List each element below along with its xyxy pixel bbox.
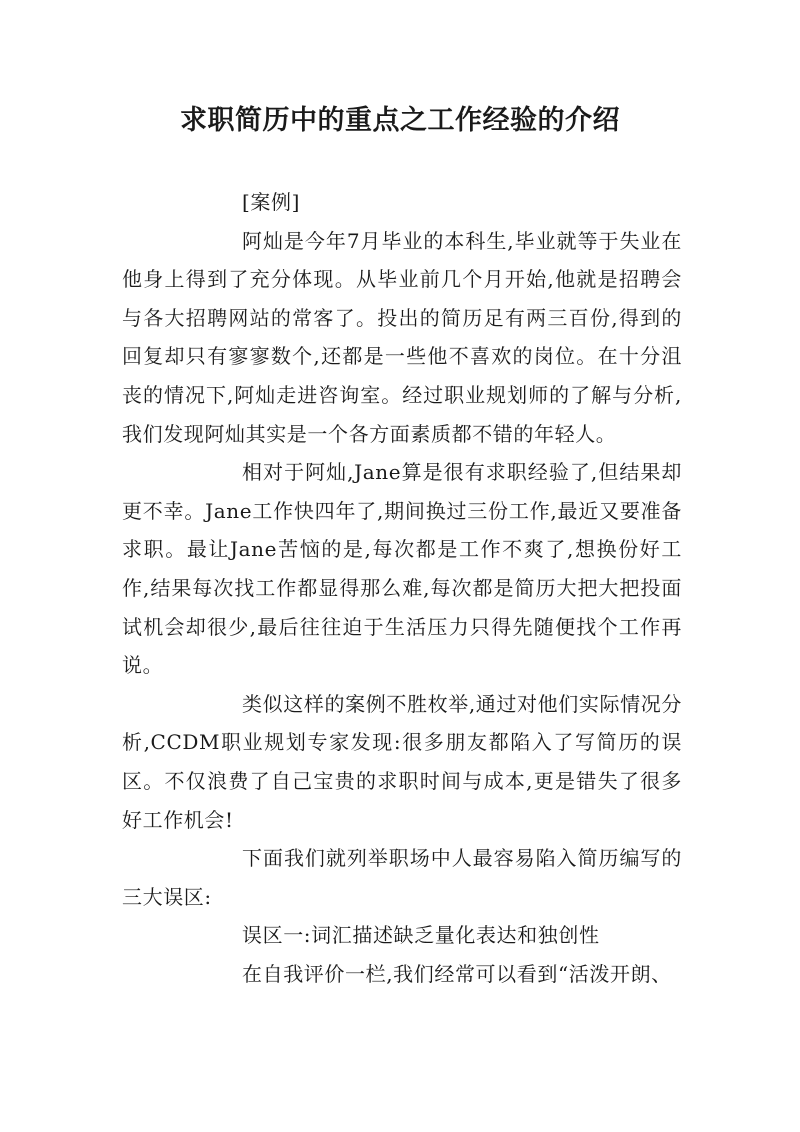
paragraph-intro-mistakes: 下面我们就列举职场中人最容易陷入简历编写的三大误区: <box>122 846 682 909</box>
page-title: 求职简历中的重点之工作经验的介绍 <box>180 105 620 136</box>
paragraph-mistake-one: 误区一:词汇描述缺乏量化表达和独创性 <box>242 923 600 948</box>
paragraph-self-evaluation: 在自我评价一栏,我们经常可以看到“活泼开朗、 <box>242 961 672 986</box>
paragraph-analysis: 类似这样的案例不胜枚举,通过对他们实际情况分析,CCDM职业规划专家发现:很多朋友都陷入了写简历的误区。不仅浪费了自己宝贵的求职时间与成本,更是错失了很多好工作机会! <box>122 691 682 832</box>
paragraph-case-label: [案例] <box>242 190 301 214</box>
paragraph-jane: 相对于阿灿,Jane算是很有求职经验了,但结果却更不幸。Jane工作快四年了,期间换过三份工作,最近又要准备求职。最让Jane苦恼的是,每次都是工作不爽了,想换份好工作,结果每次找工作都显得那么难,每次都是简历大把大把投面试机会却很少,最后往往迫于生活压力只得先随便找个工作再说。 <box>122 460 682 678</box>
document-body <box>122 183 682 993</box>
paragraph-a-can: 阿灿是今年7月毕业的本科生,毕业就等于失业在他身上得到了充分体现。从毕业前几个月开始,他就是招聘会与各大招聘网站的常客了。投出的简历足有两三百份,得到的回复却只有寥寥数个,还都是一些他不喜欢的岗位。在十分沮丧的情况下,阿灿走进咨询室。经过职业规划师的了解与分析,我们发现阿灿其实是一个各方面素质都不错的年轻人。 <box>122 228 682 446</box>
